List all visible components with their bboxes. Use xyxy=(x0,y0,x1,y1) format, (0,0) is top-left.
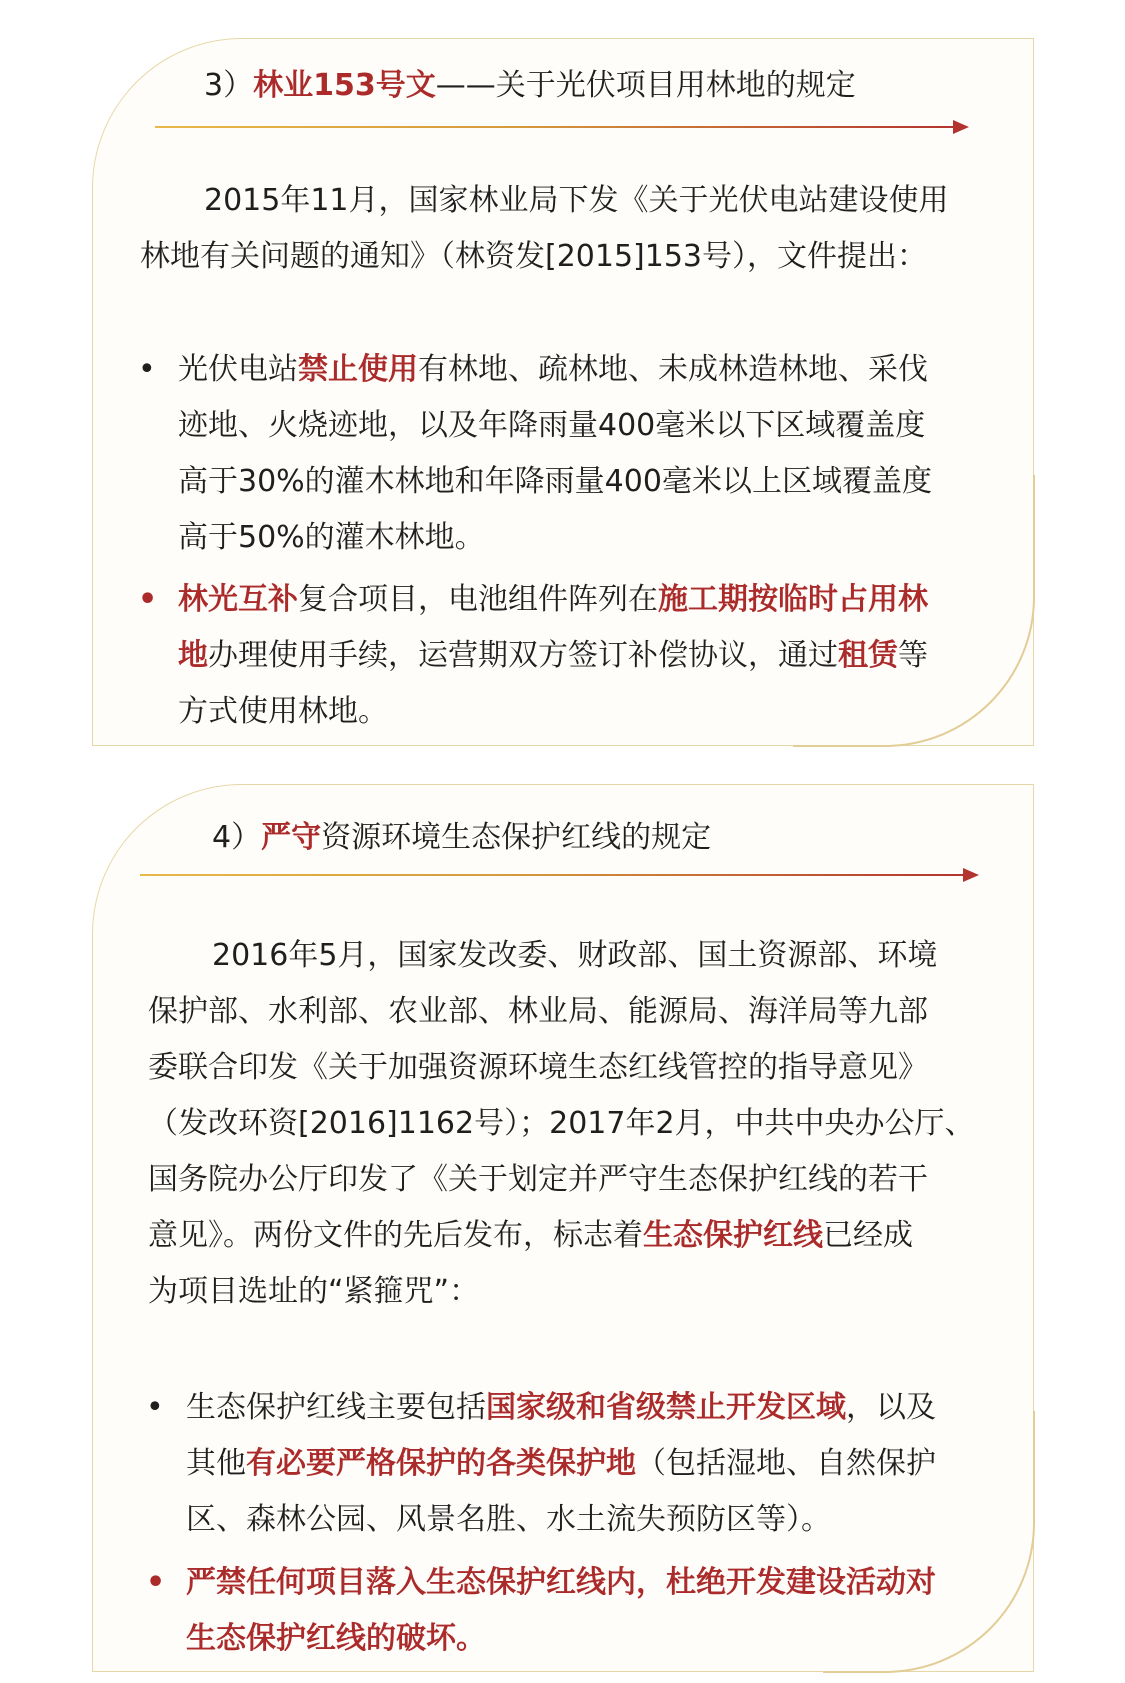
section-3-title: 3）林业153号文——关于光伏项目用林地的规定 xyxy=(204,68,856,103)
section-4-bullet-1: 生态保护红线主要包括国家级和省级禁止开发区域，以及 其他有必要严格保护的各类保护地（包括湿地、自然保护 区、森林公园、风景名胜、水土流失预防区等）。 xyxy=(186,1390,936,1537)
section-3-divider xyxy=(155,126,955,128)
section-4-intro: 2016年5月，国家发改委、财政部、国土资源部、环境 保护部、水利部、农业部、林业局、能源局、海洋局等九部 委联合印发《关于加强资源环境生态红线管控的指导意见》 （发改环资[2016]1162号）；2017年2月，中共中央办公厅、 国务院办公厅印发了《关于划定并严守生态保护红线的若干 意见》。两份文件的先后发布，标志着生态保护红线已经成 为项目选址的“紧箍咒”： xyxy=(148,938,975,1309)
section-4-divider xyxy=(140,874,965,876)
bullet-icon: • xyxy=(146,1390,164,1425)
arrow-right-icon xyxy=(953,120,969,134)
section-3-intro: 2015年11月，国家林业局下发《关于光伏电站建设使用 林地有关问题的通知》（林资发[2015]153号），文件提出： xyxy=(140,183,949,274)
section-3-bullet-1: 光伏电站禁止使用有林地、疏林地、未成林造林地、采伐 迹地、火烧迹地，以及年降雨量400毫米以下区域覆盖度 高于30%的灌木林地和年降雨量400毫米以上区域覆盖度 高于50%的灌木林地。 xyxy=(178,352,932,555)
section-4-bullet-2: 严禁任何项目落入生态保护红线内，杜绝开发建设活动对 生态保护红线的破坏。 xyxy=(186,1565,936,1656)
section-4-title: 4）严守资源环境生态保护红线的规定 xyxy=(212,820,712,855)
section-3-bullet-2: 林光互补复合项目，电池组件阵列在施工期按临时占用林 地办理使用手续，运营期双方签订补偿协议，通过租赁等 方式使用林地。 xyxy=(178,582,928,729)
bullet-icon: • xyxy=(138,352,156,387)
bullet-icon: • xyxy=(138,582,158,617)
bullet-icon: • xyxy=(146,1565,166,1600)
section-3-title-highlight: 林业153号文 xyxy=(253,68,436,103)
arrow-right-icon xyxy=(963,868,979,882)
section-4-title-highlight: 严守 xyxy=(261,820,322,855)
